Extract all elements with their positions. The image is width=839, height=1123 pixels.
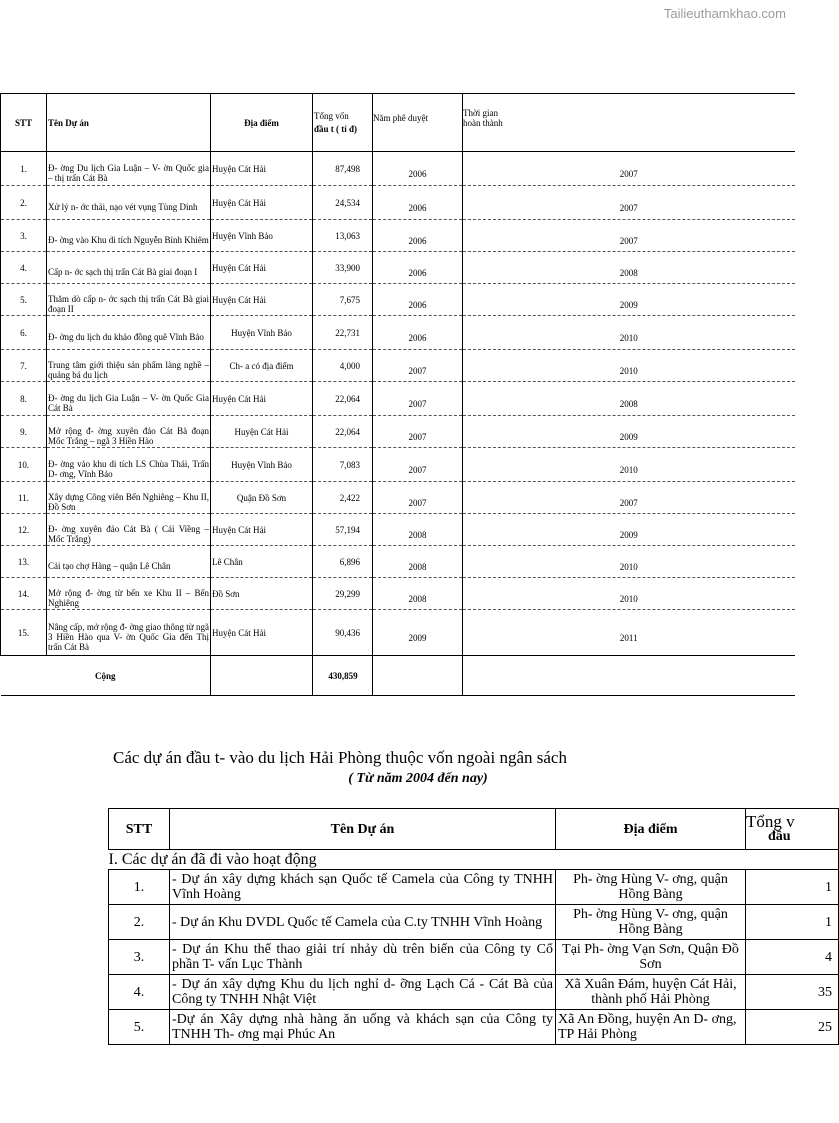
row-project-name: Xử lý n- ớc thải, nạo vét vụng Tùng Dinh [47, 186, 211, 220]
row-completion-year: 2010 [463, 578, 795, 610]
row-stt: 11. [1, 482, 47, 514]
row-project-name: Mở rộng đ- ờng từ bến xe Khu II – Bến Nghiêng [47, 578, 211, 610]
row-project-name: - Dự án Khu DVDL Quốc tế Camela của C.ty TNHH Vĩnh Hoàng [170, 905, 556, 940]
header-total-cost [313, 94, 373, 152]
row-stt: 15. [1, 610, 47, 656]
row-stt: 3. [109, 940, 170, 975]
header-approval-year: Năm phê duyệt [373, 94, 463, 152]
header-completion-line1: Thời gian [463, 107, 499, 118]
row-total-cost: 22,731 [313, 316, 373, 350]
row-stt: 1. [109, 870, 170, 905]
row-project-name: Đ- ờng xuyên đảo Cát Bà ( Cái Viềng – Mốc Trắng) [47, 514, 211, 546]
section2-title: Các dự án đầu t- vào du lịch Hải Phòng thuộc vốn ngoài ngân sách [113, 748, 567, 767]
total-done-empty [463, 656, 795, 696]
row-stt: 10. [1, 448, 47, 482]
table-row [109, 940, 839, 975]
row-approval-year: 2006 [373, 186, 463, 220]
row-stt: 3. [1, 220, 47, 252]
table-row [1, 482, 795, 514]
row-completion-year: 2009 [463, 284, 795, 316]
row-location: Huyện Cát Hải [211, 284, 313, 316]
row-stt: 2. [1, 186, 47, 220]
row-location: Xã Xuân Đám, huyện Cát Hải, thành phố Hải Phòng [556, 975, 746, 1010]
row-approval-year: 2008 [373, 578, 463, 610]
table-row [1, 220, 795, 252]
header-stt: STT [1, 94, 47, 152]
table-row [1, 350, 795, 382]
row-total-cost: 33,900 [313, 252, 373, 284]
row-total-cost: 1 [746, 870, 839, 905]
table-row [1, 416, 795, 448]
row-approval-year: 2006 [373, 152, 463, 186]
row-location: Ph- ờng Hùng V- ơng, quận Hồng Bàng [556, 870, 746, 905]
group-label: I. Các dự án đã đi vào hoạt động [109, 850, 839, 870]
table-row [1, 284, 795, 316]
row-project-name: Đ- ờng Du lịch Gia Luận – V- ờn Quốc gia – thị trấn Cát Bà [47, 152, 211, 186]
row-project-name: Đ- ờng du lịch du khảo đồng quê Vĩnh Bảo [47, 316, 211, 350]
row-approval-year: 2007 [373, 382, 463, 416]
header-project-name: Tên Dự án [47, 94, 211, 152]
total-year-empty [373, 656, 463, 696]
row-project-name: Nâng cấp, mở rộng đ- ờng giao thông từ ngã 3 Hiền Hào qua V- ờn Quốc Gia đến Thị trấn Cát Bà [47, 610, 211, 656]
row-stt: 5. [1, 284, 47, 316]
row-location: Huyện Cát Hải [211, 382, 313, 416]
table-row [109, 1010, 839, 1045]
row-project-name: - Dự án Khu thể thao giải trí nhảy dù trên biển của Công ty Cổ phần T- vấn Lục Thành [170, 940, 556, 975]
row-project-name: Đ- ờng du lịch Gia Luận – V- ờn Quốc Gia Cát Bà [47, 382, 211, 416]
row-location: Huyện Cát Hải [211, 610, 313, 656]
total-value: 430,859 [313, 656, 373, 696]
row-completion-year: 2011 [463, 610, 795, 656]
table-row [1, 610, 795, 656]
row-location: Lê Chân [211, 546, 313, 578]
watermark-text: Tailieuthamkhao.com [663, 6, 786, 21]
section2-subtitle: ( Từ năm 2004 đến nay) [348, 771, 488, 786]
row-location: Huyện Vĩnh Bảo [211, 316, 313, 350]
row-completion-year: 2009 [463, 416, 795, 448]
row-location: Tại Ph- ờng Vạn Sơn, Quận Đồ Sơn [556, 940, 746, 975]
header-total-cost-line2: đầu t ( tỉ đ) [314, 124, 358, 134]
table-row [1, 252, 795, 284]
row-project-name: Thăm dò cấp n- ớc sạch thị trấn Cát Bà giai đoạn II [47, 284, 211, 316]
total-location-empty [211, 656, 313, 696]
row-project-name: Cấp n- ớc sạch thị trấn Cát Bà giai đoạn I [47, 252, 211, 284]
row-completion-year: 2008 [463, 382, 795, 416]
table-row [1, 316, 795, 350]
row-total-cost: 87,498 [313, 152, 373, 186]
row-project-name: Đ- ờng vào khu di tích LS Chùa Thái, Trấn D- ơng, Vĩnh Bảo [47, 448, 211, 482]
row-stt: 12. [1, 514, 47, 546]
t2-header-cost-line1: Tổng v [746, 812, 795, 831]
row-total-cost: 4 [746, 940, 839, 975]
row-approval-year: 2006 [373, 316, 463, 350]
row-completion-year: 2008 [463, 252, 795, 284]
row-approval-year: 2007 [373, 416, 463, 448]
table-row [109, 905, 839, 940]
public-investment-table [0, 93, 795, 696]
row-location: Huyện Vĩnh Bảo [211, 448, 313, 482]
row-completion-year: 2009 [463, 514, 795, 546]
row-total-cost: 7,675 [313, 284, 373, 316]
row-approval-year: 2008 [373, 514, 463, 546]
row-project-name: Đ- ờng vào Khu di tích Nguyễn Bỉnh Khiêm [47, 220, 211, 252]
row-location: Huyện Vĩnh Bảo [211, 220, 313, 252]
row-completion-year: 2010 [463, 546, 795, 578]
header-total-cost-line1: Tổng vốn [314, 111, 349, 121]
row-location: Đồ Sơn [211, 578, 313, 610]
table-row [1, 382, 795, 416]
table-row [1, 186, 795, 220]
row-total-cost: 22,064 [313, 416, 373, 448]
row-project-name: - Dự án xây dựng khách sạn Quốc tế Camela của Công ty TNHH Vĩnh Hoàng [170, 870, 556, 905]
group-row [109, 850, 839, 870]
table1-header-row [1, 94, 795, 152]
row-total-cost: 1 [746, 905, 839, 940]
row-total-cost: 35 [746, 975, 839, 1010]
row-location: Ch- a có địa điểm [211, 350, 313, 382]
row-stt: 8. [1, 382, 47, 416]
row-completion-year: 2007 [463, 186, 795, 220]
row-location: Quận Đồ Sơn [211, 482, 313, 514]
row-completion-year: 2007 [463, 482, 795, 514]
t2-header-project-name: Tên Dự án [170, 809, 556, 850]
row-stt: 7. [1, 350, 47, 382]
row-location: Huyện Cát Hải [211, 186, 313, 220]
row-total-cost: 90,436 [313, 610, 373, 656]
row-approval-year: 2006 [373, 252, 463, 284]
row-completion-year: 2010 [463, 316, 795, 350]
row-stt: 13. [1, 546, 47, 578]
row-total-cost: 7,083 [313, 448, 373, 482]
row-project-name: Xây dựng Công viên Bến Nghiêng – Khu II, Đồ Sơn [47, 482, 211, 514]
row-stt: 14. [1, 578, 47, 610]
row-total-cost: 29,299 [313, 578, 373, 610]
row-location: Ph- ờng Hùng V- ơng, quận Hồng Bàng [556, 905, 746, 940]
row-stt: 4. [109, 975, 170, 1010]
row-approval-year: 2009 [373, 610, 463, 656]
header-completion-line2: hoàn thành [463, 117, 503, 128]
row-location: Xã An Đồng, huyện An D- ơng, TP Hải Phòng [556, 1010, 746, 1045]
row-location: Huyện Cát Hải [211, 416, 313, 448]
row-approval-year: 2008 [373, 546, 463, 578]
header-location: Địa điểm [211, 94, 313, 152]
row-location: Huyện Cát Hải [211, 514, 313, 546]
row-completion-year: 2010 [463, 448, 795, 482]
row-total-cost: 25 [746, 1010, 839, 1045]
total-row [1, 656, 795, 696]
row-approval-year: 2006 [373, 284, 463, 316]
row-total-cost: 57,194 [313, 514, 373, 546]
table-row [1, 152, 795, 186]
private-investment-table [108, 808, 839, 1045]
row-approval-year: 2007 [373, 350, 463, 382]
row-completion-year: 2010 [463, 350, 795, 382]
row-location: Huyện Cát Hải [211, 252, 313, 284]
row-stt: 6. [1, 316, 47, 350]
row-location: Huyện Cát Hải [211, 152, 313, 186]
row-stt: 5. [109, 1010, 170, 1045]
row-completion-year: 2007 [463, 152, 795, 186]
row-project-name: Trung tâm giới thiệu sản phẩm làng nghề – quảng bá du lịch [47, 350, 211, 382]
t2-header-total-cost [746, 809, 839, 850]
row-stt: 9. [1, 416, 47, 448]
t2-header-cost-line2: đầu [768, 829, 791, 844]
table-row [1, 448, 795, 482]
table-row [109, 870, 839, 905]
row-project-name: -Dự án Xây dựng nhà hàng ăn uống và khách sạn của Công ty TNHH Th- ơng mại Phúc An [170, 1010, 556, 1045]
row-approval-year: 2007 [373, 448, 463, 482]
total-label: Cộng [1, 656, 211, 696]
row-stt: 4. [1, 252, 47, 284]
row-project-name: Cải tạo chợ Hàng – quận Lê Chân [47, 546, 211, 578]
row-project-name: - Dự án xây dựng Khu du lịch nghỉ d- ỡng Lạch Cá - Cát Bà của Công ty TNHH Nhật Việt [170, 975, 556, 1010]
table-row [1, 514, 795, 546]
row-completion-year: 2007 [463, 220, 795, 252]
row-total-cost: 6,896 [313, 546, 373, 578]
table2-header-row [109, 809, 839, 850]
row-approval-year: 2006 [373, 220, 463, 252]
t2-header-location: Địa điểm [556, 809, 746, 850]
row-total-cost: 13,063 [313, 220, 373, 252]
row-total-cost: 22,064 [313, 382, 373, 416]
row-project-name: Mở rộng đ- ờng xuyên đảo Cát Bà đoạn Mốc Trắng – ngã 3 Hiền Hào [47, 416, 211, 448]
table-row [1, 578, 795, 610]
row-total-cost: 24,534 [313, 186, 373, 220]
row-stt: 2. [109, 905, 170, 940]
row-approval-year: 2007 [373, 482, 463, 514]
row-total-cost: 2,422 [313, 482, 373, 514]
t2-header-stt: STT [109, 809, 170, 850]
row-stt: 1. [1, 152, 47, 186]
row-total-cost: 4,000 [313, 350, 373, 382]
table-row [1, 546, 795, 578]
header-completion-time [463, 94, 795, 152]
table-row [109, 975, 839, 1010]
